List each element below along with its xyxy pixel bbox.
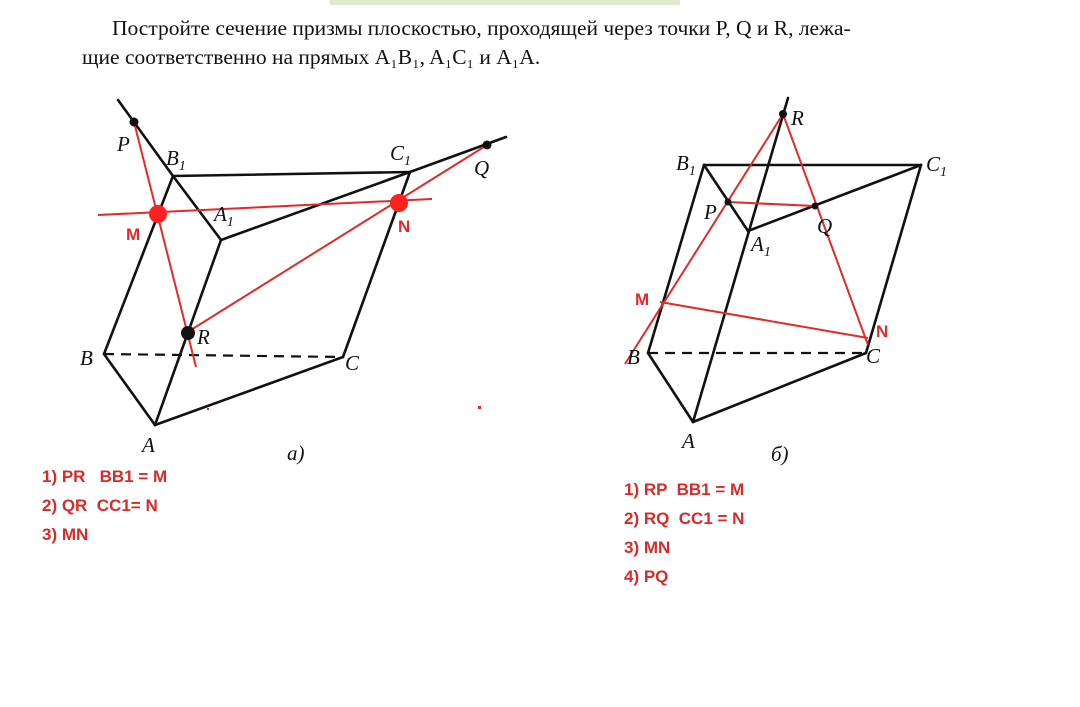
edge-C-C1-b (866, 165, 921, 353)
steps-a (42, 462, 167, 549)
label-N-b: N (876, 322, 889, 341)
edge-B-A-b (648, 353, 693, 422)
task-line-2: щие соответственно на прямых A₁B₁, A₁C₁ и A₁A. (82, 45, 541, 69)
line-PQ-b (728, 202, 815, 206)
caption-a: а) (287, 441, 305, 465)
label-R-b: R (791, 106, 804, 130)
line-MN-a (98, 199, 432, 215)
edge-A-C-a (155, 357, 343, 425)
point-Q-b (812, 203, 819, 210)
edge-A-C-b (693, 353, 866, 422)
point-R-a (181, 326, 195, 340)
label-A1-b: $A_1$ (751, 232, 771, 260)
figure-b (625, 98, 947, 466)
label-C1-a: $C_1$ (390, 141, 412, 169)
label-Q-b: Q (817, 214, 833, 238)
step-a-1: 1) PR BB1 = M (42, 467, 168, 486)
label-N-a: N (398, 217, 411, 236)
step-b-3: 3) MN (624, 538, 671, 557)
line-MN-b (660, 302, 868, 338)
point-R-b (779, 110, 787, 118)
point-P-b (725, 199, 732, 206)
task-line-1: Постройте сечение призмы плоскостью, проходящей через точки P, Q и R, лежа- (112, 16, 851, 40)
step-b-4: 4) PQ (624, 567, 669, 586)
label-C-b: C (866, 344, 881, 368)
label-P-b: P (704, 200, 717, 224)
point-M-a (149, 205, 167, 223)
edge-B-B1-b (648, 165, 704, 353)
label-R-a: R (197, 325, 210, 349)
label-B-b: B (627, 345, 640, 369)
label-B1-a: $B_1$ (166, 146, 186, 174)
label-C-a: C (345, 351, 360, 375)
step-a-3: 3) MN (42, 525, 89, 544)
edge-A1-C1-b (748, 165, 921, 231)
steps-b (624, 475, 744, 591)
figure-a (80, 100, 506, 465)
speck (478, 406, 481, 409)
edge-B1-C1-a (173, 172, 410, 176)
label-B1-b: $B_1$ (676, 151, 696, 179)
point-N-a (390, 194, 408, 212)
label-M-a: M (126, 225, 141, 244)
point-P-a (130, 118, 139, 127)
point-Q-a (483, 141, 492, 150)
edge-A1-C1-a (221, 172, 410, 240)
label-A1-a: $A_1$ (214, 202, 234, 230)
hidden-edge-B-C-a (104, 354, 343, 357)
label-M-b: M (635, 290, 650, 309)
step-a-2: 2) QR CC1= N (42, 496, 158, 515)
edge-B-A-a (104, 354, 155, 425)
line-A1-Q-a (410, 137, 506, 172)
edge-B-B1-a (104, 176, 173, 354)
step-b-2: 2) RQ CC1 = N (624, 509, 745, 528)
label-A-b: A (682, 429, 695, 453)
speck (207, 408, 209, 410)
label-P-a: P (117, 132, 130, 156)
label-C1-b: $C_1$ (926, 152, 948, 180)
label-A-a: A (142, 433, 155, 457)
edge-A-R-b (693, 98, 788, 422)
label-B-a: B (80, 346, 93, 370)
caption-b: б) (771, 442, 789, 466)
label-Q-a: Q (474, 156, 490, 180)
step-b-1: 1) RP BB1 = M (624, 480, 745, 499)
